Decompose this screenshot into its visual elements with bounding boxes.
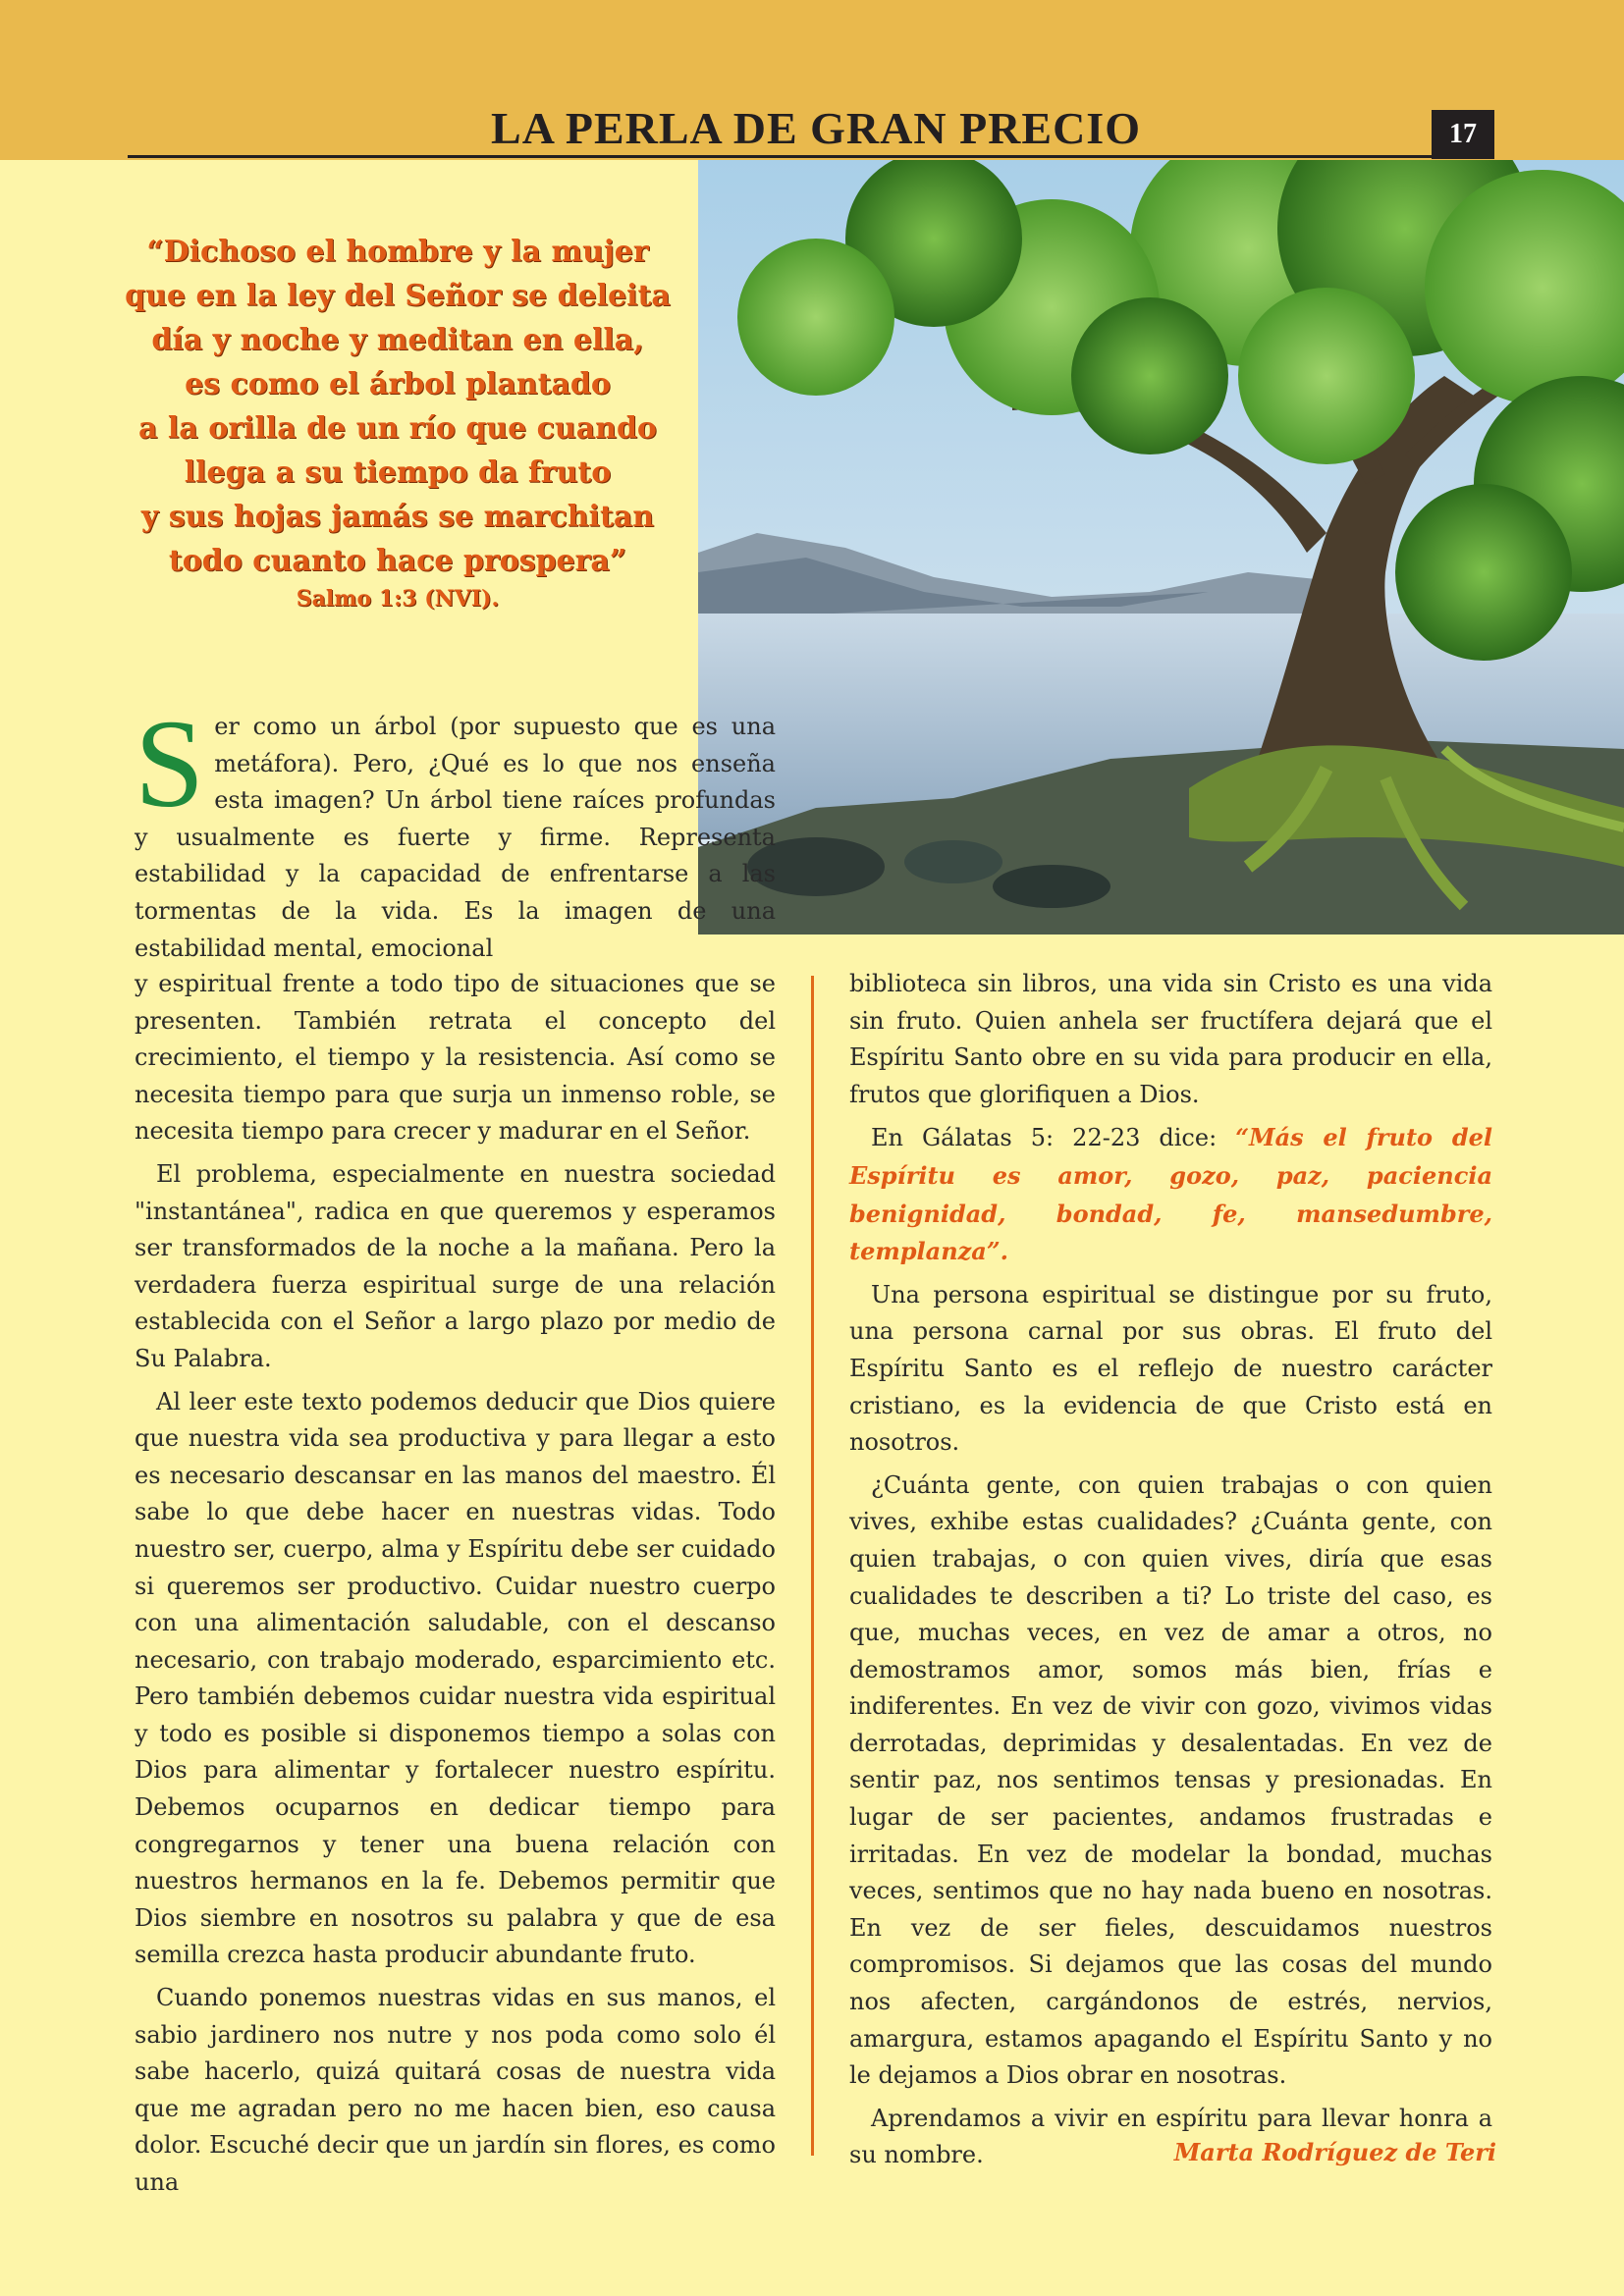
quote-reference: Salmo 1:3 (NVI). (296, 586, 500, 612)
intro-paragraph: er como un árbol (por supuesto que es una metáfora). Pero, ¿Qué es lo que nos enseña esta imagen? Un árbol tiene raíces profundas y usualmente es fuerte y firme. Representa estabilidad y la capacidad de enfrentarse a las tormentas de la vida. Es la imagen de una estabilidad mental, emocional (135, 713, 776, 962)
quote-line: que en la ley del Señor se deleita (125, 279, 671, 313)
paragraph: El problema, especialmente en nuestra sociedad "instantánea", radica en que queremos y esperamos ser transformados de la noche a la mañana. Pero la verdadera fuerza espiritual surge de una relación establecida con el Señor a largo plazo por medio de Su Palabra. (135, 1159, 776, 1372)
author-signature: Marta Rodríguez de Teri (1173, 2138, 1496, 2166)
magazine-title: LA PERLA DE GRAN PRECIO (491, 103, 1141, 153)
page-number: 17 (1432, 110, 1494, 159)
article-intro (135, 694, 776, 973)
quote-line: llega a su tiempo da fruto (184, 455, 612, 490)
intro-continuation: y espiritual frente a todo tipo de situaciones que se presenten. También retrata el concepto del crecimiento, el tiempo y la resistencia. Así como se necesita tiempo para que surja un inmenso roble, se necesita tiempo para crecer y madurar en el Señor. (135, 970, 776, 1146)
psalm-quote (108, 230, 687, 614)
article-column-right (849, 966, 1492, 2180)
paragraph-continuation: biblioteca sin libros, una vida sin Cristo es una vida sin fruto. Quien anhela ser fructífera dejará que el Espíritu Santo obre en su vida para producir en ella, frutos que glorifiquen a Dios. (849, 970, 1492, 1108)
quote-line: y sus hojas jamás se marchitan (140, 500, 655, 534)
tree-by-lake-photo (698, 160, 1624, 934)
quote-line: todo cuanto hace prospera” (168, 544, 627, 578)
header-rule (128, 155, 1494, 158)
paragraph: Cuando ponemos nuestras vidas en sus manos, el sabio jardinero nos nutre y nos poda como solo él sabe hacerlo, quizá quitará cosas de nuestra vida que me agradan pero no me hacen bien, eso causa dolor. Escuché decir que un jardín sin flores, es como una (135, 1984, 776, 2196)
paragraph: Al leer este texto podemos deducir que Dios quiere que nuestra vida sea productiva y para llegar a esto es necesario descansar en las manos del maestro. Él sabe lo que debe hacer en nuestras vidas. Todo nuestro ser, cuerpo, alma y Espíritu debe ser cuidado si queremos ser productivo. Cuidar nuestro cuerpo con una alimentación saludable, con el descanso necesario, con trabajo moderado, esparcimiento etc. Pero también debemos cuidar nuestra vida espiritual y todo es posible si disponemos tiempo a solas con Dios para alimentar y fortalecer nuestro espíritu. Debemos ocuparnos en dedicar tiempo para congregarnos y tener una buena relación con nuestros hermanos en la fe. Debemos permitir que Dios siembre en nosotros su palabra y que de esa semilla crezca hasta producir abundante fruto. (135, 1387, 776, 1969)
galatas-quote: “Más el fruto del Espíritu es amor, gozo, paz, paciencia benignidad, bondad, fe, mansedumbre, templanza”. (849, 1123, 1492, 1266)
drop-cap: S (135, 694, 205, 833)
quote-line: a la orilla de un río que cuando (138, 411, 657, 446)
quote-line: es como el árbol plantado (185, 367, 611, 401)
article-column-left (135, 966, 776, 2208)
quote-line: día y noche y meditan en ella, (151, 323, 644, 357)
column-divider (811, 976, 814, 2156)
paragraph: Una persona espiritual se distingue por su fruto, una persona carnal por sus obras. El fruto del Espíritu Santo es el reflejo de nuestro carácter cristiano, es la evidencia de que Cristo está en nosotros. (849, 1280, 1492, 1457)
quote-line: “Dichoso el hombre y la mujer (146, 235, 649, 269)
paragraph: Aprendamos a vivir en espíritu para llevar honra a su nombre. (849, 2104, 1492, 2169)
paragraph: ¿Cuánta gente, con quien trabajas o con quien vives, exhibe estas cualidades? ¿Cuánta gente, con quien trabajas, o con quien vives, diría que esas cualidades te describen a ti? Lo triste del caso, es que, muchas veces, en vez de amar a otros, no demostramos amor, somos más bien, frías e indiferentes. En vez de vivir con gozo, vivimos vidas derrotadas, deprimidas y desalentadas. En vez de sentir paz, nos sentimos tensas y presionadas. En lugar de ser pacientes, andamos frustradas e irritadas. En vez de modelar la bondad, muchas veces, sentimos que no hay nada bueno en nosotras. En vez de ser fieles, descuidamos nuestros compromisos. Si dejamos que las cosas del mundo nos afecten, cargándonos de estrés, nervios, amargura, estamos apagando el Espíritu Santo y no le dejamos a Dios obrar en nosotras. (849, 1470, 1492, 2090)
galatas-paragraph (849, 1119, 1492, 1270)
galatas-intro: En Gálatas 5: 22-23 dice: (871, 1124, 1236, 1152)
